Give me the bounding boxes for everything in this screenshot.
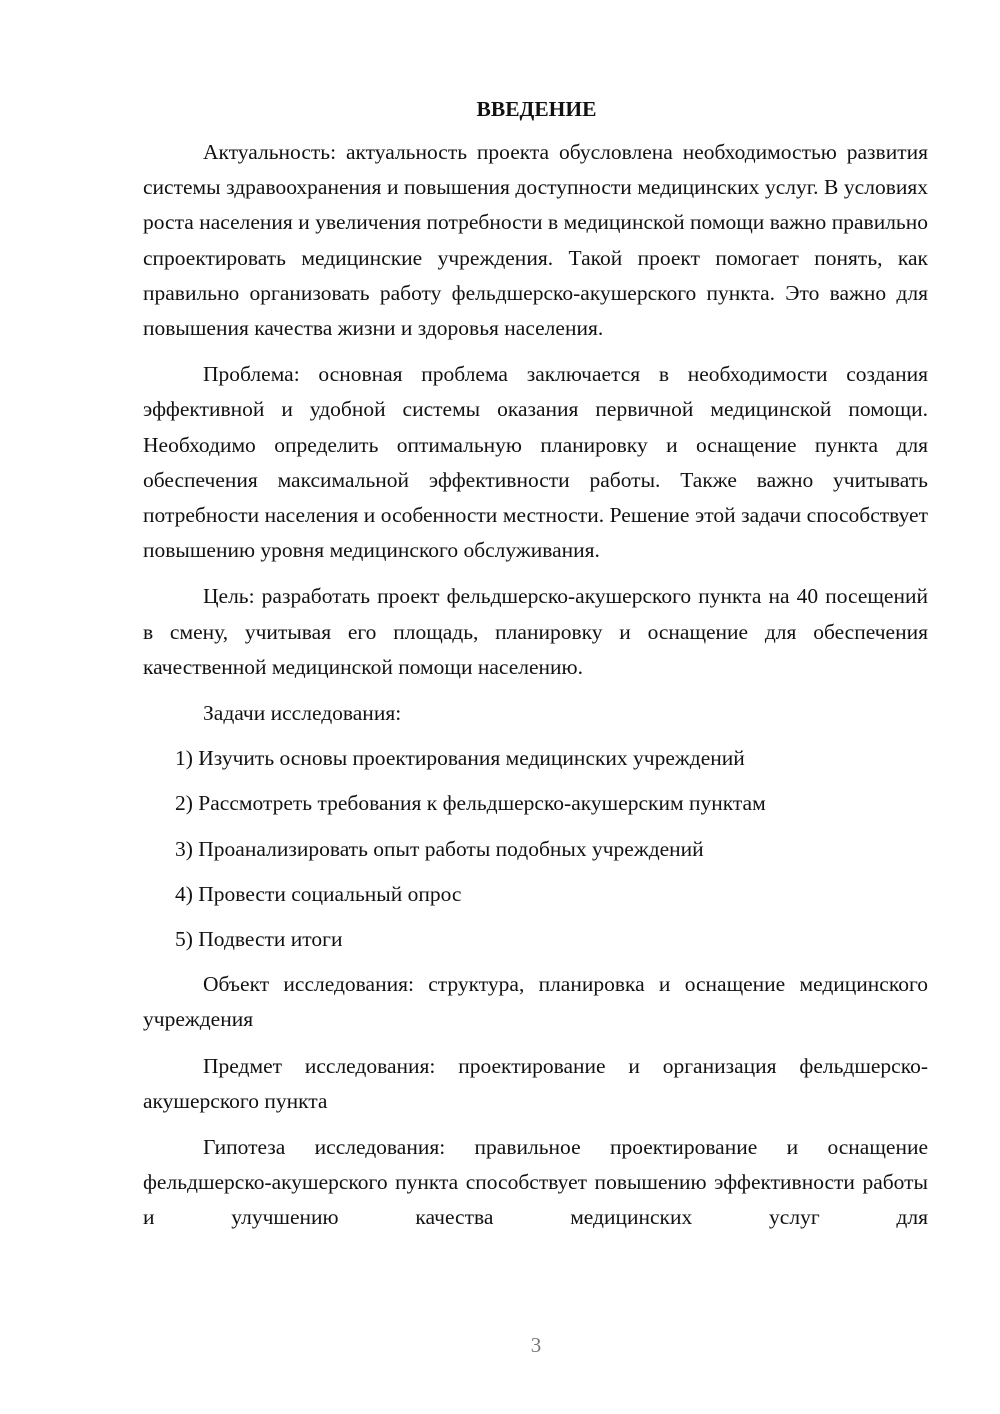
paragraph-relevance: Актуальность: актуальность проекта обусловлена необходимостью развития системы здравоохранения и повышения доступности медицинских услуг. В условиях роста населения и увеличения потребности в медицинской помощи важно правильно спроектировать медицинские учреждения. Такой проект помогает понять, как правильно организовать работу фельдшерско-акушерского пункта. Это важно для повышения качества жизни и здоровья населения. [143, 140, 928, 341]
list-item: 1) Изучить основы проектирования медицинских учреждений [175, 746, 745, 771]
page-number: 3 [530, 1333, 542, 1357]
list-item: 2) Рассмотреть требования к фельдшерско-акушерским пунктам [175, 791, 766, 816]
paragraph-goal: Цель: разработать проект фельдшерско-акушерского пункта на 40 посещений в смену, учитывая его площадь, планировку и оснащение для обеспечения качественной медицинской помощи населению. [143, 584, 928, 679]
task-list [143, 741, 928, 957]
page-content [143, 92, 928, 1247]
paragraph-hypothesis: Гипотеза исследования: правильное проектирование и оснащение фельдшерско-акушерского пункта способствует повышению эффективности работы и улучшению качества медицинских услуг для [143, 1135, 928, 1230]
paragraph-object: Объект исследования: структура, планировка и оснащение медицинского учреждения [143, 972, 928, 1032]
list-item: 4) Провести социальный опрос [175, 881, 462, 906]
list-item: 5) Подвести итоги [175, 927, 343, 951]
tasks-heading: Задачи исследования: [203, 701, 402, 726]
paragraph-problem: Проблема: основная проблема заключается в необходимости создания эффективной и удобной системы оказания первичной медицинской помощи. Необходимо определить оптимальную планировку и оснащение пункта для обеспечения максимальной эффективности работы. Также важно учитывать потребности населения и особенности местности. Решение этой задачи способствует повышению уровня медицинского обслуживания. [143, 362, 928, 563]
section-title: ВВЕДЕНИЕ [476, 97, 597, 121]
list-item: 3) Проанализировать опыт работы подобных учреждений [175, 836, 704, 861]
paragraph-subject: Предмет исследования: проектирование и организация фельдшерско-акушерского пункта [143, 1053, 928, 1113]
